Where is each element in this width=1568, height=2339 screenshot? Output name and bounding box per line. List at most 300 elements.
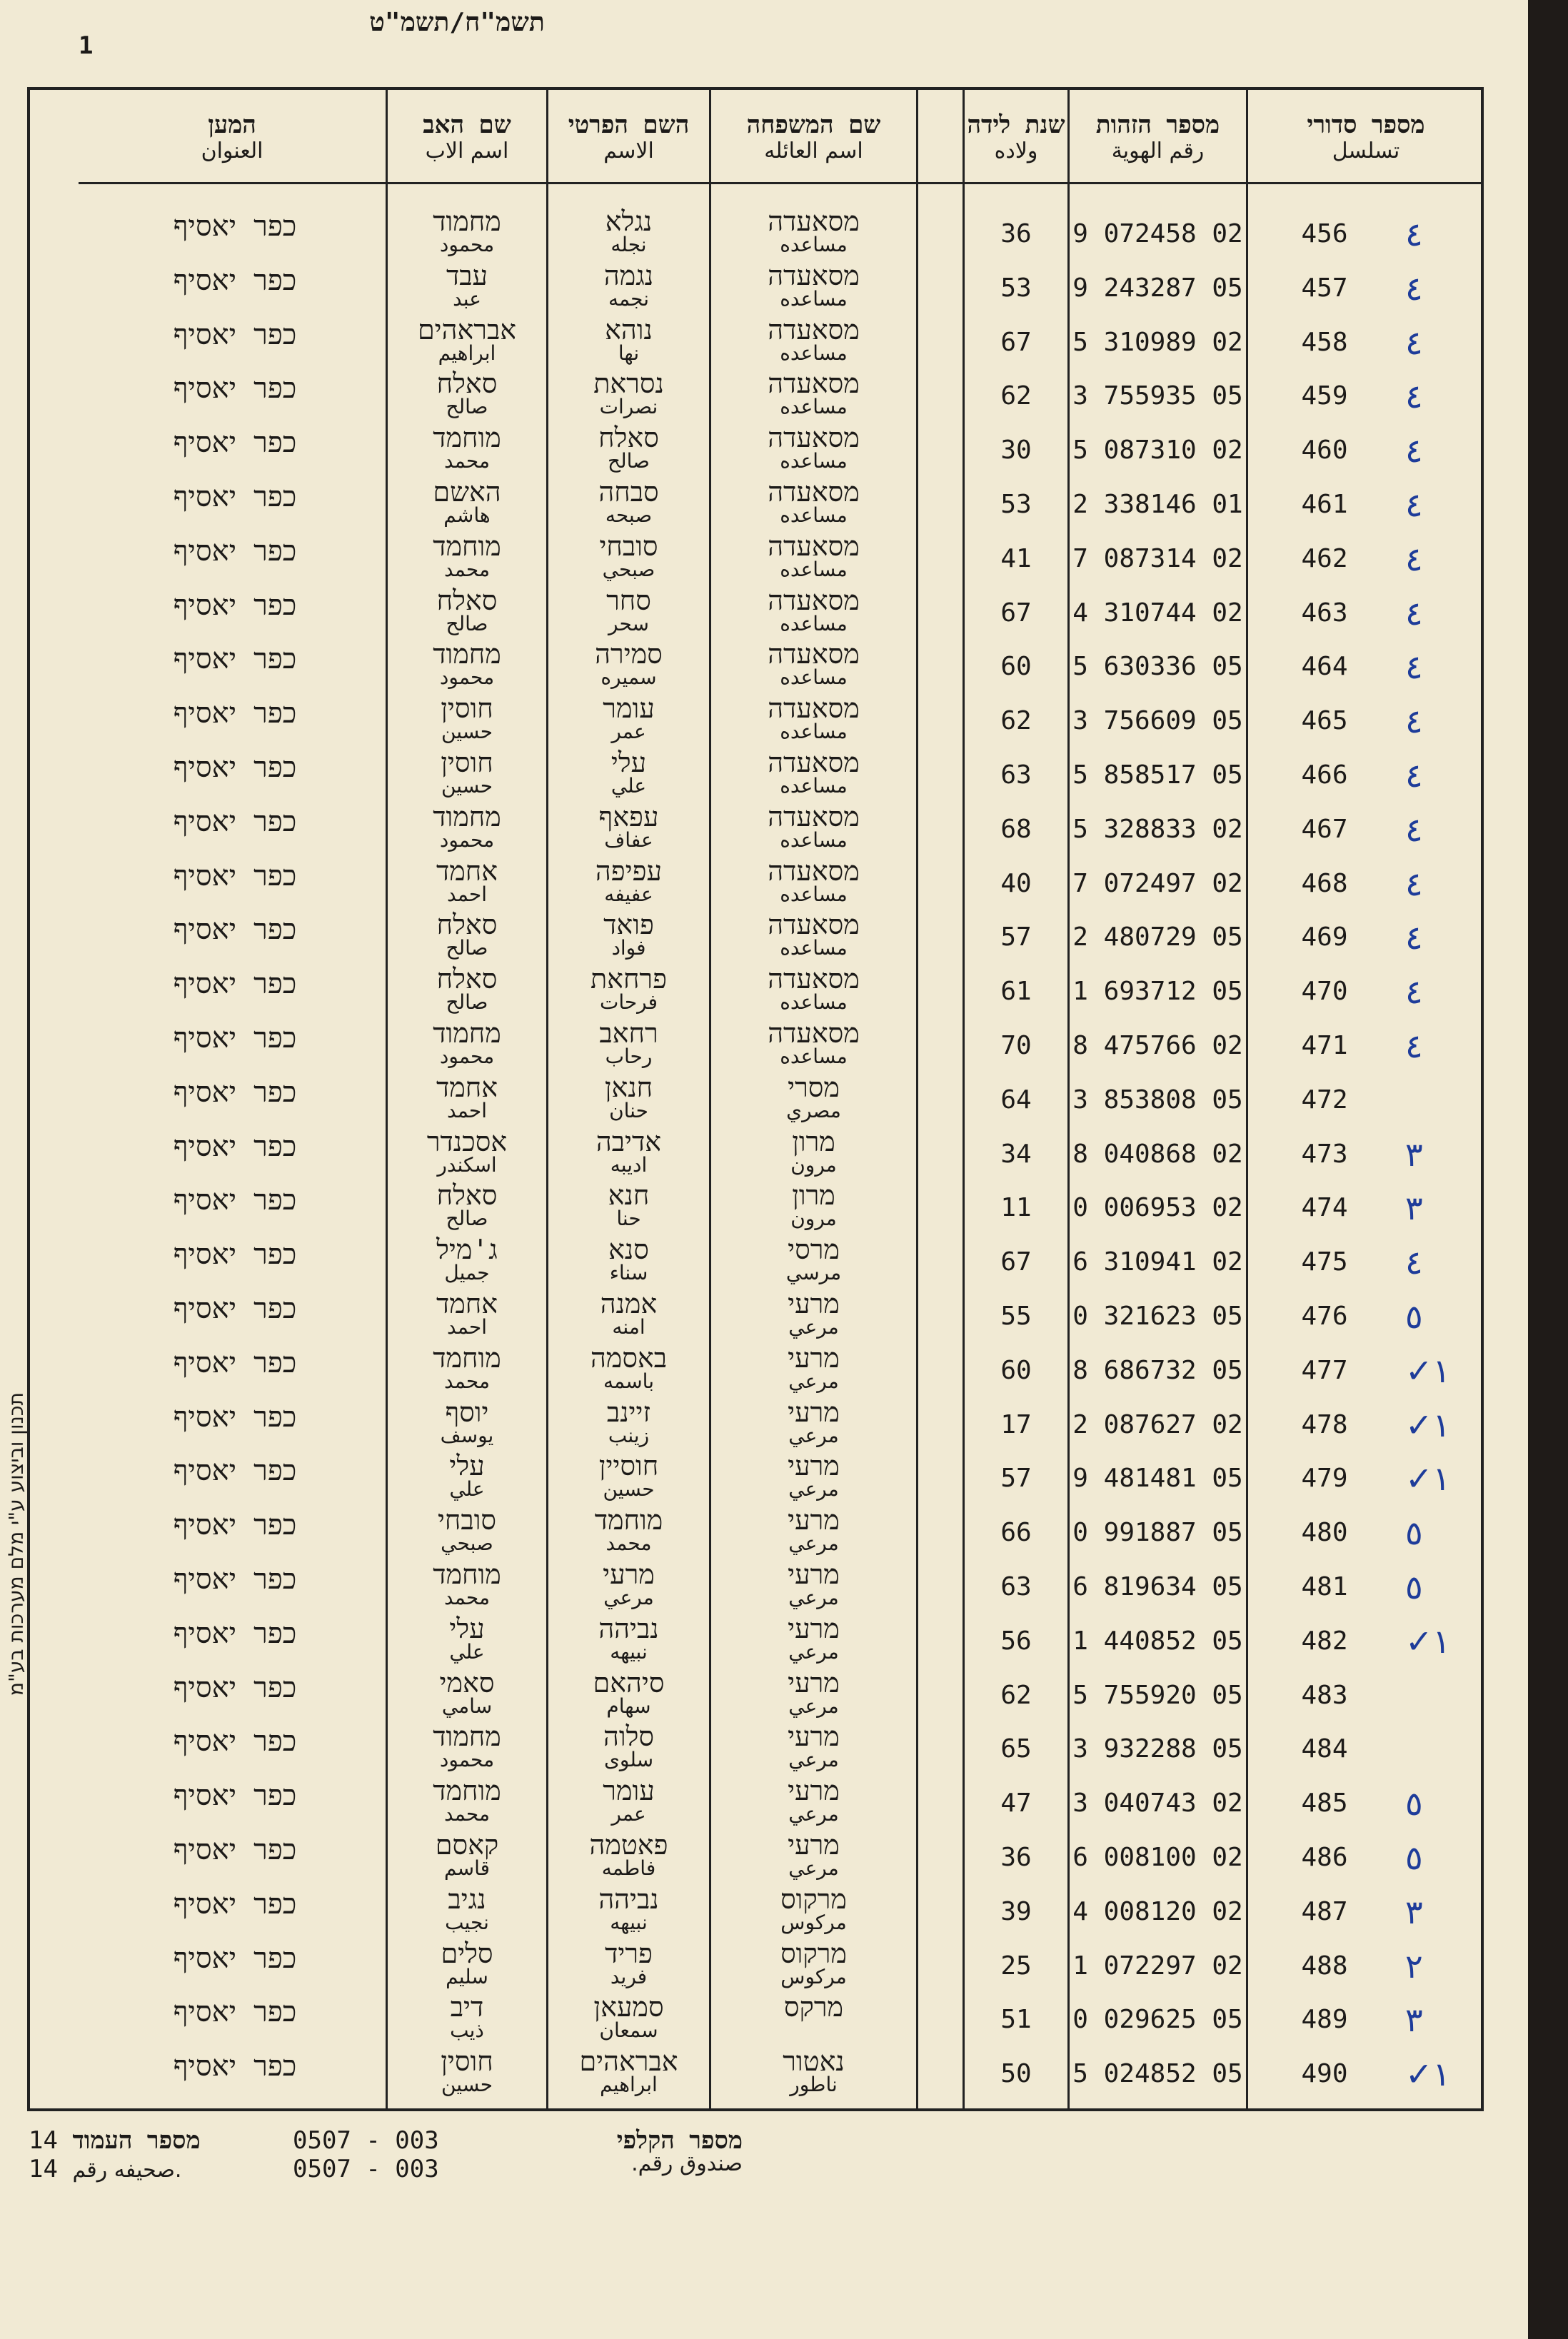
cell-family — [711, 857, 916, 911]
handwritten-mark: ٥ — [1405, 1784, 1423, 1824]
address-value: כפר יאסיף — [173, 426, 297, 460]
name-hebrew: סנא — [608, 1234, 649, 1266]
father-hebrew: ג'מיל — [436, 1234, 498, 1266]
name-arabic: عفاف — [604, 828, 653, 852]
name-hebrew: זיינב — [606, 1396, 651, 1428]
name-hebrew: עומר — [603, 693, 655, 725]
ballot-box-label-ar: صندوق رقم. — [631, 2151, 743, 2176]
printer-credit: תכנון וביצוע ע"י מלם מערכות בע"מ — [4, 1392, 28, 1696]
table-row — [0, 1885, 1535, 1939]
father-hebrew: מחמוד — [433, 800, 501, 833]
father-arabic: صالح — [446, 1207, 488, 1231]
table-row — [0, 478, 1535, 532]
cell-name — [548, 1019, 709, 1073]
serial-value: 489 — [1301, 2005, 1348, 2035]
cell-serial — [1250, 1614, 1399, 1669]
handwritten-mark: ٤ — [1405, 486, 1423, 524]
father-arabic: صالح — [446, 990, 488, 1015]
handwritten-mark: ٤ — [1405, 648, 1423, 687]
cell-birth — [965, 1560, 1067, 1614]
box-code: 0507 - 003 — [293, 2126, 439, 2155]
family-hebrew: מסאעדה — [768, 855, 860, 887]
father-arabic: حسين — [441, 2073, 493, 2097]
family-arabic: مساعده — [780, 882, 848, 906]
name-arabic: علي — [610, 774, 647, 798]
id-value: 05 024852 5 — [1072, 2059, 1243, 2089]
father-hebrew: עלי — [449, 1450, 485, 1482]
address-value: כפר יאסיף — [173, 1184, 297, 1217]
cell-address — [80, 694, 386, 748]
serial-value: 470 — [1301, 977, 1348, 1007]
family-arabic: مرعي — [788, 1802, 839, 1826]
cell-id — [1070, 965, 1246, 1019]
serial-value: 481 — [1301, 1572, 1348, 1601]
handwritten-mark: ٤ — [1405, 972, 1423, 1012]
cell-family — [711, 1235, 916, 1289]
cell-name — [548, 1831, 709, 1885]
birth-value: 62 — [1000, 1680, 1032, 1710]
cell-address — [80, 1939, 386, 1993]
cell-serial — [1250, 965, 1399, 1019]
cell-father — [388, 1939, 546, 1993]
cell-birth — [965, 423, 1067, 478]
cell-id — [1070, 423, 1246, 478]
father-hebrew: אסכנדר — [426, 1125, 508, 1157]
id-value: 05 853808 3 — [1072, 1085, 1243, 1115]
family-hebrew: מסאעדה — [768, 963, 860, 995]
name-hebrew: סובחי — [599, 530, 658, 562]
father-hebrew: סלים — [441, 1937, 493, 1969]
cell-birth — [965, 586, 1067, 640]
family-hebrew: מרון — [792, 1125, 835, 1157]
serial-value: 471 — [1301, 1031, 1348, 1060]
cell-birth — [965, 532, 1067, 586]
name-arabic: صبحي — [602, 557, 655, 581]
table-row — [0, 586, 1535, 640]
serial-value: 486 — [1301, 1843, 1348, 1872]
cell-serial — [1250, 1776, 1399, 1831]
serial-value: 477 — [1301, 1355, 1348, 1385]
birth-value: 53 — [1000, 273, 1032, 303]
cell-address — [80, 1722, 386, 1776]
family-hebrew: נאטור — [783, 2046, 845, 2078]
name-hebrew: נגלא — [605, 206, 653, 237]
birth-value: 51 — [1000, 2005, 1032, 2035]
cell-father — [388, 965, 546, 1019]
cell-name — [548, 1993, 709, 2047]
cell-father — [388, 1560, 546, 1614]
col-header-address — [79, 93, 386, 182]
cell-name — [548, 965, 709, 1019]
name-hebrew: חנאן — [604, 1071, 653, 1103]
table-row — [0, 1939, 1535, 1993]
table-row — [0, 1235, 1535, 1289]
father-arabic: محمود — [439, 1748, 495, 1772]
address-value: כפר יאסיף — [173, 263, 297, 297]
address-value: כפר יאסיף — [173, 1563, 297, 1596]
birth-value: 47 — [1000, 1789, 1032, 1819]
father-hebrew: אבראהים — [417, 313, 517, 346]
cell-name — [548, 586, 709, 640]
serial-value: 464 — [1301, 652, 1348, 682]
cell-name — [548, 1127, 709, 1182]
family-hebrew: מסאעדה — [768, 530, 860, 562]
cell-birth — [965, 803, 1067, 857]
family-hebrew: מרעי — [788, 1612, 840, 1644]
cell-address — [80, 1669, 386, 1723]
serial-value: 488 — [1301, 1951, 1348, 1981]
handwritten-mark: ٣ — [1405, 2001, 1423, 2040]
birth-value: 70 — [1000, 1031, 1032, 1060]
col-header-serial — [1248, 93, 1484, 182]
id-value: 02 310744 4 — [1072, 598, 1243, 628]
name-hebrew: אמנה — [600, 1288, 658, 1319]
father-hebrew: מוחמד — [433, 1342, 501, 1374]
table-row — [0, 694, 1535, 748]
family-hebrew: מסאעדה — [768, 422, 860, 454]
col-header-serial-he: מספר סדורי — [1307, 110, 1425, 139]
address-value: כפר יאסיף — [173, 481, 297, 513]
birth-value: 57 — [1000, 922, 1032, 952]
cell-name — [548, 800, 709, 857]
cell-family — [711, 1885, 916, 1939]
cell-family — [711, 640, 916, 694]
cell-name — [548, 857, 709, 911]
cell-family — [711, 478, 916, 532]
table-row — [0, 1181, 1535, 1235]
name-hebrew: סיהאם — [593, 1666, 665, 1699]
family-hebrew: מרעי — [788, 1288, 840, 1319]
family-hebrew: מסאעדה — [768, 584, 860, 616]
handwritten-mark: ٤ — [1405, 1027, 1423, 1065]
father-arabic: صالح — [446, 395, 488, 419]
cell-family — [711, 1776, 916, 1831]
page-number: 14 — [29, 2126, 58, 2155]
page-label-ar: صحيفه رقم. — [72, 2158, 182, 2183]
cell-id — [1070, 803, 1246, 857]
cell-serial — [1250, 316, 1399, 370]
handwritten-mark: ١✓ — [1405, 1351, 1451, 1390]
cell-birth — [965, 965, 1067, 1019]
cell-serial — [1250, 1939, 1399, 1993]
id-value: 02 087310 5 — [1072, 436, 1243, 466]
cell-father — [388, 1398, 546, 1452]
address-value: כפר יאסיף — [173, 2050, 297, 2083]
handwritten-mark: ٤ — [1405, 593, 1423, 633]
cell-family — [711, 1127, 916, 1182]
cell-id — [1070, 1831, 1246, 1885]
cell-address — [80, 1506, 386, 1560]
cell-address — [80, 1452, 386, 1506]
serial-value: 469 — [1301, 922, 1348, 952]
birth-value: 62 — [1000, 706, 1032, 736]
cell-father — [388, 910, 546, 965]
handwritten-mark: ١✓ — [1405, 2055, 1451, 2094]
page-number-block — [29, 2126, 257, 2183]
name-hebrew: נסראת — [593, 368, 664, 400]
cell-birth — [965, 1614, 1067, 1669]
father-hebrew: אחמד — [436, 855, 498, 887]
name-arabic: نصرات — [599, 395, 658, 419]
name-arabic: نجله — [610, 233, 647, 256]
table-row — [0, 1452, 1535, 1506]
handwritten-mark: ٤ — [1405, 323, 1423, 362]
cell-birth — [965, 1127, 1067, 1182]
father-hebrew: סאמי — [439, 1666, 495, 1699]
cell-family — [711, 1073, 916, 1127]
father-arabic: صالح — [446, 611, 488, 635]
name-hebrew: רחאב — [599, 1017, 658, 1049]
cell-family — [711, 532, 916, 586]
col-header-id-he: מספר הזהות — [1095, 110, 1220, 139]
father-hebrew: סובחי — [437, 1504, 497, 1536]
handwritten-mark: ٣ — [1405, 1892, 1423, 1931]
birth-value: 65 — [1000, 1734, 1032, 1764]
cell-serial — [1250, 640, 1399, 694]
family-arabic: مساعده — [780, 774, 848, 798]
father-arabic: ابراهيم — [438, 341, 496, 365]
cell-address — [80, 857, 386, 911]
name-arabic: حنان — [609, 1098, 648, 1122]
father-arabic: احمد — [447, 882, 487, 906]
cell-address — [80, 207, 386, 261]
id-value: 02 072497 7 — [1072, 868, 1243, 898]
name-arabic: صالح — [608, 449, 650, 473]
cell-name — [548, 532, 709, 586]
birth-value: 63 — [1000, 1572, 1032, 1601]
id-value: 02 475766 8 — [1072, 1031, 1243, 1060]
cell-id — [1070, 1506, 1246, 1560]
serial-value: 480 — [1301, 1518, 1348, 1548]
family-hebrew: מסאעדה — [768, 693, 860, 725]
cell-serial — [1250, 478, 1399, 532]
serial-value: 466 — [1301, 760, 1348, 790]
cell-serial — [1250, 1722, 1399, 1776]
cell-serial — [1250, 1289, 1399, 1344]
birth-value: 11 — [1000, 1193, 1032, 1223]
name-hebrew: עלי — [610, 747, 647, 778]
father-arabic: احمد — [447, 1098, 487, 1122]
table-row — [0, 207, 1535, 261]
address-value: כפר יאסיף — [173, 534, 297, 568]
name-hebrew: עפיפה — [595, 855, 663, 887]
name-arabic: حسين — [603, 1477, 655, 1502]
family-hebrew: מרעי — [788, 1342, 840, 1374]
father-hebrew: נגיב — [448, 1883, 486, 1915]
name-hebrew: נגמה — [603, 259, 654, 291]
cell-serial — [1250, 369, 1399, 423]
address-value: כפר יאסיף — [173, 1941, 297, 1975]
cell-name — [548, 1560, 709, 1614]
family-hebrew: מסאעדה — [768, 638, 860, 670]
family-arabic: مساعده — [780, 286, 848, 311]
cell-serial — [1250, 1235, 1399, 1289]
father-hebrew: מחמוד — [433, 1017, 501, 1049]
father-hebrew: קאסם — [435, 1829, 499, 1861]
handwritten-mark: ٥ — [1405, 1568, 1423, 1606]
cell-birth — [965, 1722, 1067, 1776]
name-arabic: سميره — [600, 665, 657, 690]
cell-name — [548, 2047, 709, 2101]
handwritten-mark: ٤ — [1405, 1243, 1423, 1282]
family-hebrew: מרעי — [788, 1396, 840, 1428]
address-value: כפר יאסיף — [173, 1400, 297, 1434]
table-row — [0, 910, 1535, 965]
cell-id — [1070, 1560, 1246, 1614]
col-header-serial-ar: تسلسل — [1332, 138, 1400, 164]
table-row — [0, 532, 1535, 586]
cell-family — [711, 1344, 916, 1398]
cell-father — [388, 1722, 546, 1776]
serial-value: 468 — [1301, 868, 1348, 898]
cell-father — [388, 532, 546, 586]
cell-serial — [1250, 586, 1399, 640]
cell-serial — [1250, 910, 1399, 965]
cell-address — [80, 1019, 386, 1073]
address-value: כפר יאסיף — [173, 805, 297, 838]
table-row — [0, 313, 1535, 370]
sheet-number: 1 — [79, 31, 94, 60]
address-value: כפר יאסיף — [173, 1671, 297, 1704]
birth-value: 50 — [1000, 2059, 1032, 2089]
father-hebrew: סאלח — [436, 584, 498, 616]
cell-family — [711, 1722, 916, 1776]
cell-birth — [965, 369, 1067, 423]
cell-serial — [1250, 1669, 1399, 1723]
table-row — [0, 1019, 1535, 1073]
name-hebrew: נוהא — [605, 313, 653, 346]
cell-birth — [965, 1993, 1067, 2047]
cell-name — [548, 313, 709, 370]
address-value: כפר יאסיף — [173, 1779, 297, 1813]
id-value: 05 630336 5 — [1072, 652, 1243, 682]
cell-serial — [1250, 1398, 1399, 1452]
id-value: 05 481481 9 — [1072, 1464, 1243, 1494]
address-value: כפר יאסיף — [173, 1616, 297, 1650]
cell-address — [80, 1181, 386, 1235]
handwritten-mark: ١✓ — [1405, 1621, 1451, 1661]
father-arabic: جميل — [444, 1261, 490, 1285]
name-hebrew: סמעאן — [593, 1991, 664, 2023]
birth-value: 62 — [1000, 381, 1032, 411]
id-value: 05 819634 6 — [1072, 1572, 1243, 1601]
cell-family — [711, 586, 916, 640]
table-row — [0, 857, 1535, 911]
cell-birth — [965, 1019, 1067, 1073]
address-value: כפר יאסיף — [173, 1454, 297, 1488]
cell-id — [1070, 532, 1246, 586]
cell-serial — [1250, 1831, 1399, 1885]
father-arabic: ذيب — [450, 2018, 484, 2043]
cell-serial — [1250, 803, 1399, 857]
table-row — [0, 1993, 1535, 2047]
cell-address — [80, 1614, 386, 1669]
id-value: 02 310989 5 — [1072, 327, 1243, 357]
father-hebrew: עבד — [446, 259, 488, 291]
address-value: כפר יאסיף — [173, 913, 297, 947]
family-hebrew: מסאעדה — [768, 259, 860, 291]
cell-address — [80, 910, 386, 965]
cell-address — [80, 965, 386, 1019]
address-value: כפר יאסיף — [173, 697, 297, 730]
col-header-private-ar: الاسم — [603, 138, 654, 164]
cell-birth — [965, 261, 1067, 316]
page-number-ar-copy: 14 — [29, 2155, 58, 2183]
father-hebrew: אחמד — [436, 1288, 498, 1319]
cell-id — [1070, 1398, 1246, 1452]
col-header-father-ar: اسم الاب — [425, 138, 509, 164]
cell-address — [80, 1127, 386, 1182]
father-hebrew: מחמוד — [433, 206, 501, 237]
cell-id — [1070, 640, 1246, 694]
family-arabic: مساعده — [780, 720, 848, 744]
table-row — [0, 261, 1535, 316]
cell-id — [1070, 478, 1246, 532]
family-hebrew: מסאעדה — [768, 368, 860, 400]
cell-name — [548, 1776, 709, 1831]
cell-family — [711, 1666, 916, 1723]
name-hebrew: סאלח — [598, 422, 659, 454]
cell-father — [388, 1019, 546, 1073]
birth-value: 36 — [1000, 1843, 1032, 1872]
family-arabic: مساعده — [780, 395, 848, 419]
name-arabic: نبيهه — [610, 1639, 648, 1664]
col-header-address-ar: العنوان — [201, 138, 263, 164]
family-arabic: مرعي — [788, 1856, 839, 1880]
name-hebrew: סלוה — [603, 1721, 654, 1753]
address-value: כפר יאסיף — [173, 588, 297, 622]
cell-address — [80, 316, 386, 370]
birth-value: 40 — [1000, 868, 1032, 898]
father-hebrew: מחמוד — [433, 638, 501, 670]
cell-name — [548, 748, 709, 803]
id-value: 02 072458 9 — [1072, 219, 1243, 248]
cell-serial — [1250, 1073, 1399, 1127]
name-arabic: عمر — [611, 720, 646, 744]
family-arabic: مرعي — [788, 1369, 839, 1393]
father-hebrew: חוסין — [441, 2046, 493, 2078]
cell-address — [80, 586, 386, 640]
cell-father — [388, 1073, 546, 1127]
header-divider — [79, 182, 1484, 184]
cell-serial — [1250, 1019, 1399, 1073]
father-arabic: علي — [449, 1639, 485, 1664]
address-value: כפר יאסיף — [173, 1509, 297, 1542]
col-header-family — [711, 93, 916, 182]
cell-name — [548, 1073, 709, 1127]
birth-value: 67 — [1000, 1247, 1032, 1277]
serial-value: 457 — [1301, 273, 1348, 303]
cell-name — [548, 1181, 709, 1235]
cell-father — [388, 586, 546, 640]
cell-id — [1070, 1127, 1246, 1182]
cell-family — [711, 1398, 916, 1452]
cell-serial — [1250, 207, 1399, 261]
handwritten-mark: ١✓ — [1405, 1459, 1451, 1499]
name-arabic: سحر — [608, 611, 649, 635]
cell-id — [1070, 1019, 1246, 1073]
cell-name — [548, 1722, 709, 1776]
id-value: 05 755920 5 — [1072, 1680, 1243, 1710]
table-row — [0, 369, 1535, 423]
family-arabic: مساعده — [780, 557, 848, 581]
table-row — [0, 1344, 1535, 1398]
father-hebrew: סאלח — [436, 1179, 498, 1212]
cell-id — [1070, 261, 1246, 316]
family-arabic: مرعي — [788, 1748, 839, 1772]
cell-id — [1070, 1181, 1246, 1235]
serial-value: 460 — [1301, 436, 1348, 466]
